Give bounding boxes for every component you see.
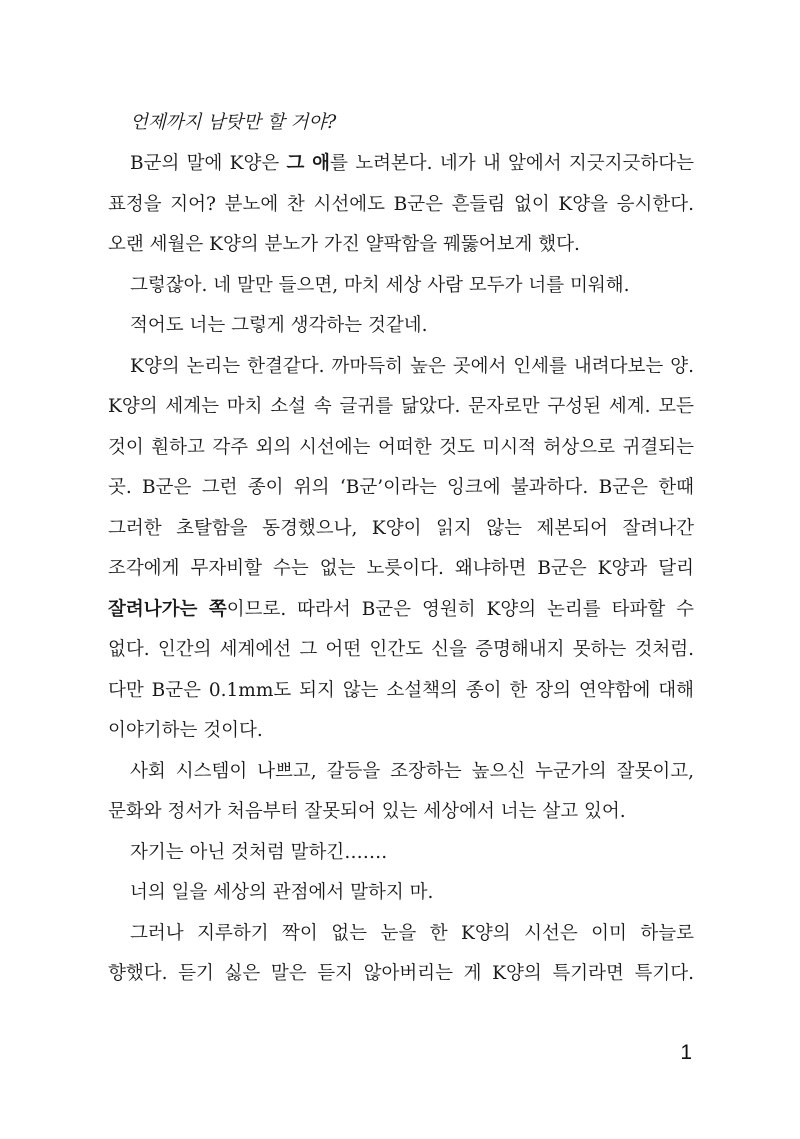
emphasis-text-1: 그 애 [286,153,331,174]
text-line-7: K양의 논리는 한결같다. 까마득히 높은 곳에서 인세를 내려다보는 양. [130,356,694,377]
page-number: 1 [680,1041,692,1064]
text-line-16: 이야기하는 것이다. [108,720,263,741]
text-line-2-part-a: B군의 말에 K양은 [130,153,287,174]
text-line-1: 언제까지 남탓만 할 거야? [130,112,337,133]
text-line-13-part-b: 이므로. 따라서 B군은 영원히 K양의 논리를 타파할 수 [226,599,694,620]
text-line-17: 사회 시스템이 나쁘고, 갈등을 조장하는 높으신 누군가의 잘못이고, [130,761,694,782]
text-line-22: 향했다. 듣기 싫은 말은 듣지 않아버리는 게 K양의 특기라면 특기다. [108,963,694,984]
text-line-2-part-c: 를 노려본다. 네가 내 앞에서 지긋지긋하다는 [330,153,694,174]
text-line-4: 오랜 세월은 K양의 분노가 가진 얄팍함을 꿰뚫어보게 했다. [108,234,580,255]
text-line-20: 너의 일을 세상의 관점에서 말하지 마. [130,882,434,903]
text-line-19: 자기는 아닌 것처럼 말하긴……. [130,842,388,863]
text-line-15: 다만 B군은 0.1mm도 되지 않는 소설책의 종이 한 장의 연약함에 대해 [108,680,694,701]
text-line-11: 그러한 초탈함을 동경했으나, K양이 읽지 않는 제본되어 잘려나간 [108,518,694,539]
text-line-18: 문화와 정서가 처음부터 잘못되어 있는 세상에서 너는 살고 있어. [108,801,626,822]
text-line-21: 그러나 지루하기 짝이 없는 눈을 한 K양의 시선은 이미 하늘로 [130,923,694,944]
text-line-14: 없다. 인간의 세계에선 그 어떤 인간도 신을 증명해내지 못하는 것처럼. [108,639,694,660]
text-line-10: 곳. B군은 그런 종이 위의 ‘B군’이라는 잉크에 불과하다. B군은 한때 [108,477,694,498]
text-line-3: 표정을 지어? 분노에 찬 시선에도 B군은 흔들림 없이 K양을 응시한다. [108,194,694,215]
text-line-2 [130,149,694,179]
text-line-6: 적어도 너는 그렇게 생각하는 것같네. [130,315,428,336]
text-line-9: 것이 훤하고 각주 외의 시선에는 어떠한 것도 미시적 허상으로 귀결되는 [108,437,694,458]
text-line-12: 조각에게 무자비할 수는 없는 노릇이다. 왜냐하면 B군은 K양과 달리 [108,558,694,579]
text-line-5: 그렇잖아. 네 말만 들으면, 마치 세상 사람 모두가 너를 미워해. [130,275,630,296]
text-line-8: K양의 세계는 마치 소설 속 글귀를 닮았다. 문자로만 구성된 세계. 모든 [108,396,694,417]
emphasis-text-2: 잘려나가는 쪽 [108,599,227,620]
text-line-13 [108,595,694,625]
